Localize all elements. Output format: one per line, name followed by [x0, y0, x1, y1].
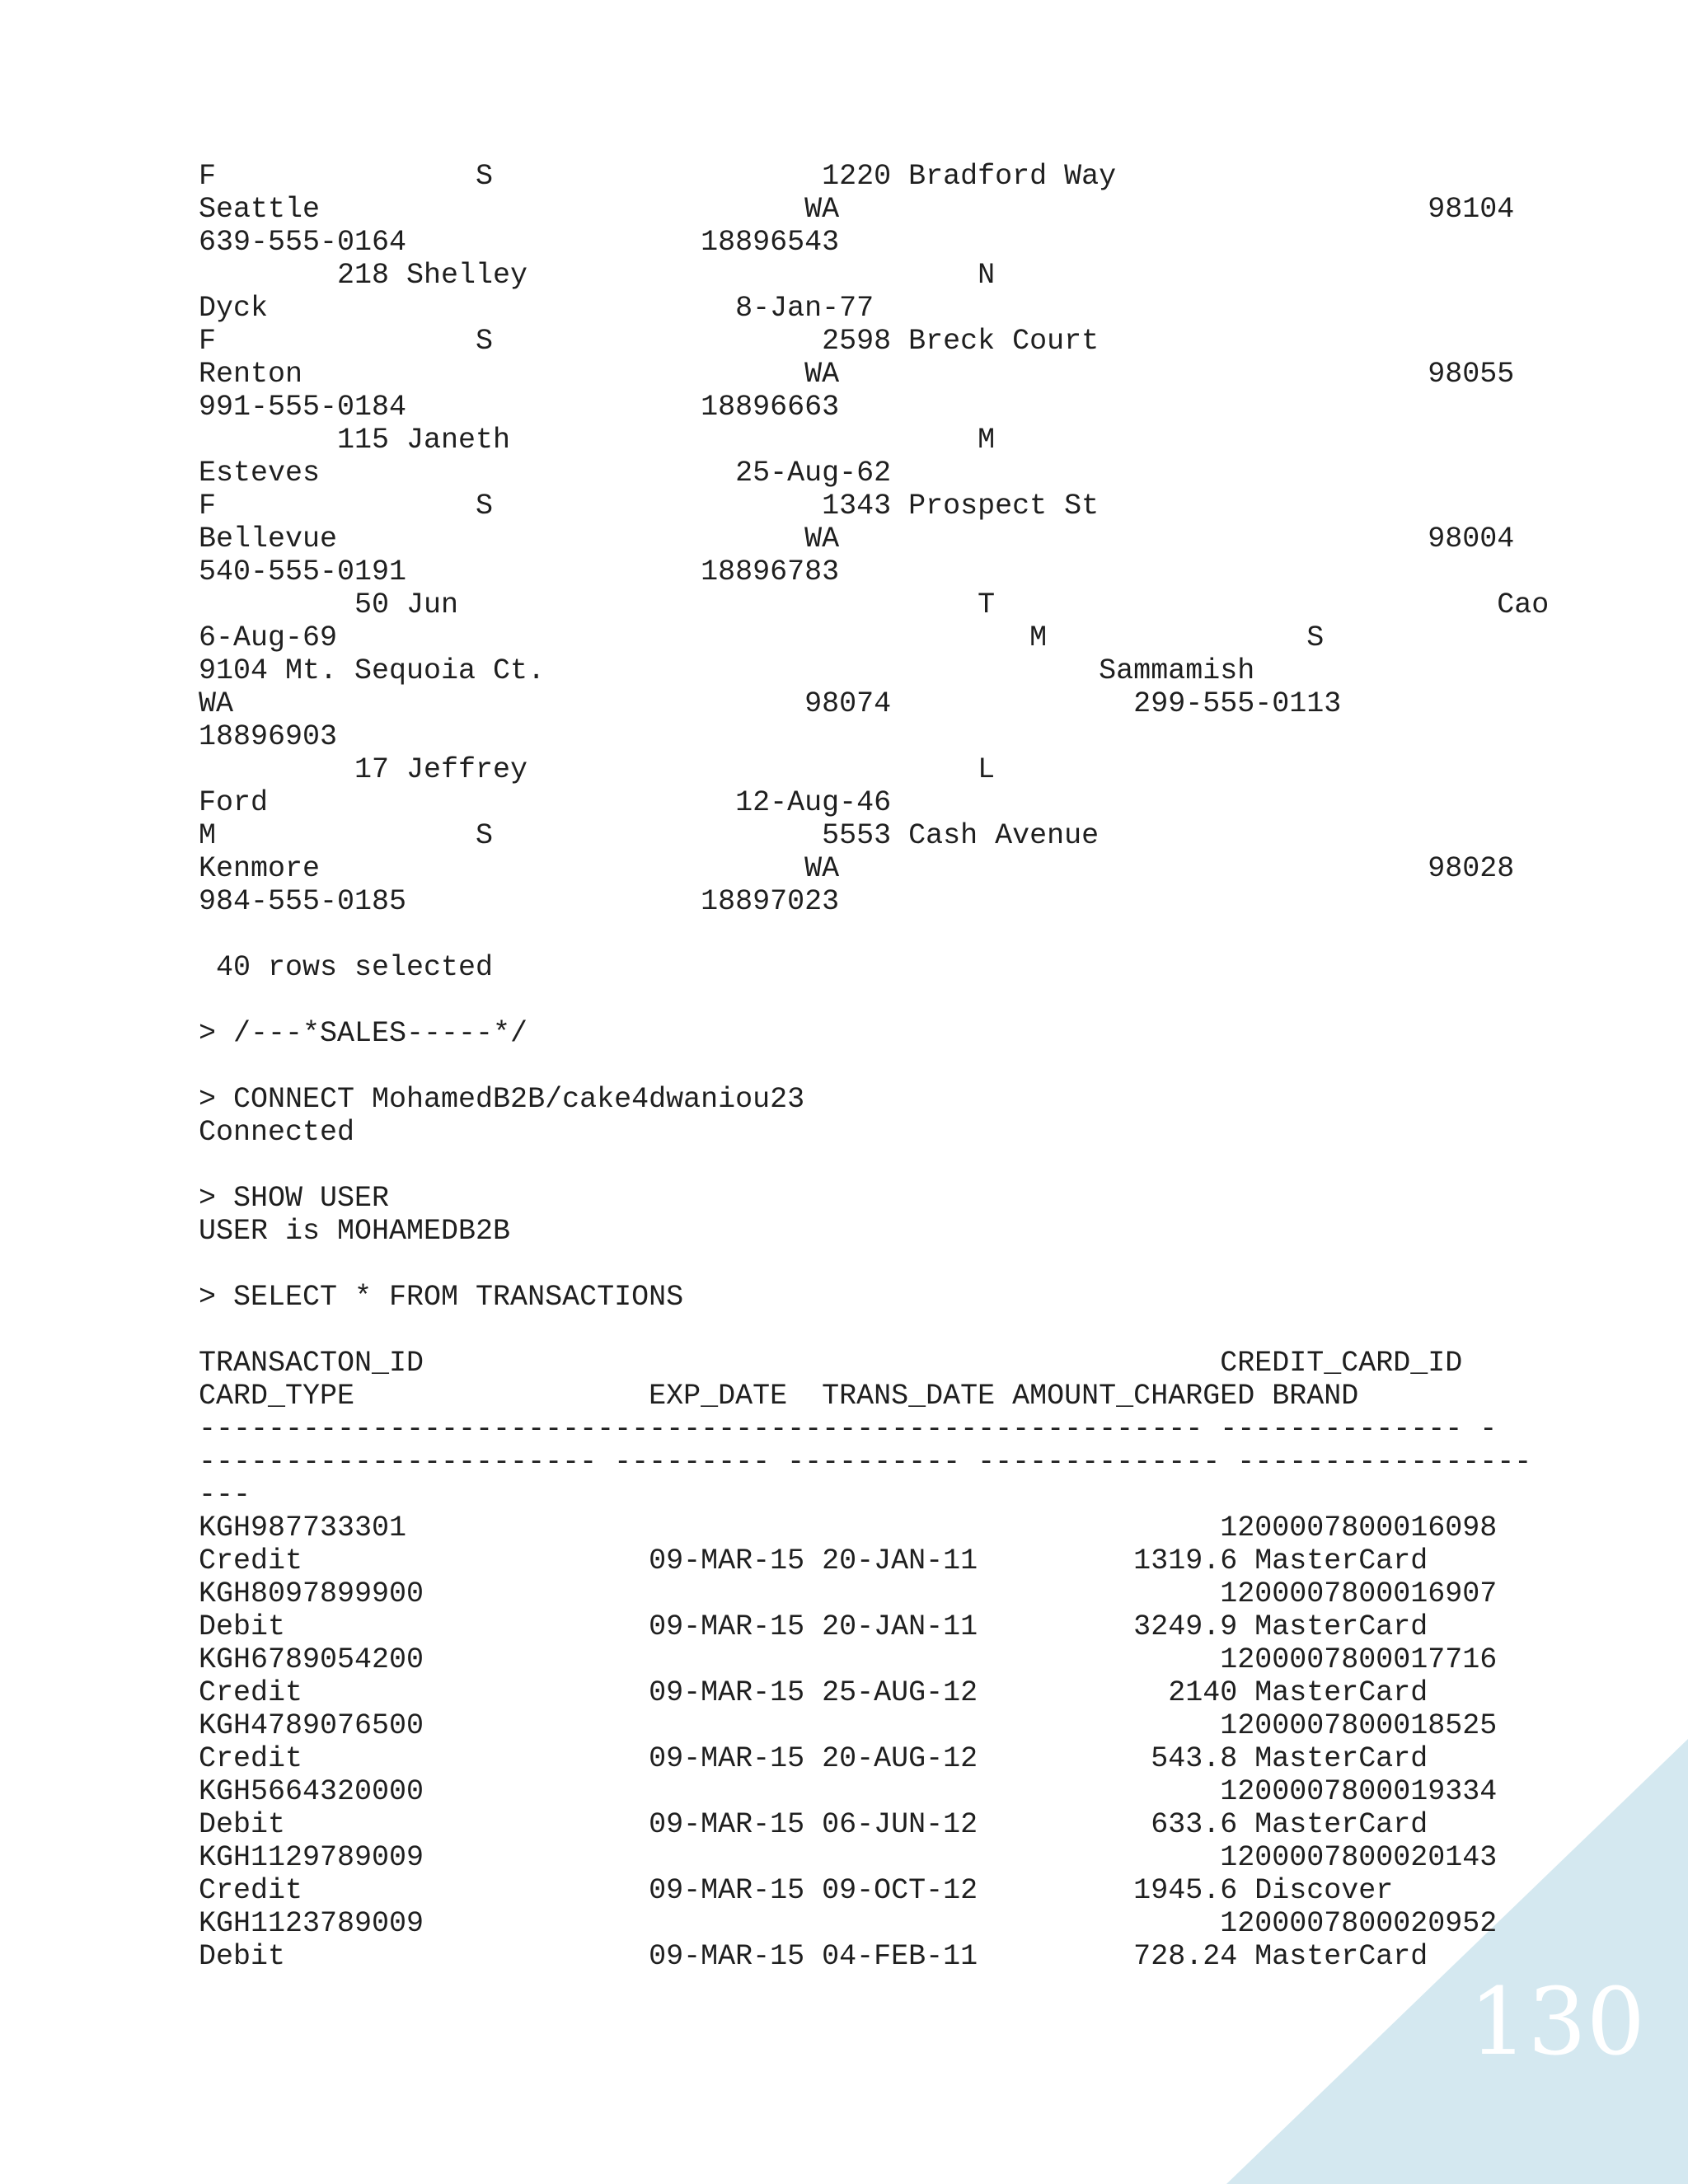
console-line: Esteves 25-Aug-62 — [199, 457, 892, 490]
console-line: 639-555-0164 18896543 — [199, 226, 840, 259]
console-line: 540-555-0191 18896783 — [199, 555, 840, 588]
console-line: --- — [199, 1479, 251, 1511]
console-line: Ford 12-Aug-46 — [199, 786, 892, 819]
console-line: 991-555-0184 18896663 — [199, 391, 840, 424]
console-line: 50 Jun T Cao — [199, 588, 1550, 621]
console-line: CARD_TYPE EXP_DATE TRANS_DATE AMOUNT_CHARGED BRAND — [199, 1380, 1359, 1413]
console-line: F S 2598 Breck Court — [199, 325, 1100, 358]
console-line: M S 5553 Cash Avenue — [199, 819, 1100, 852]
console-line: WA 98074 299-555-0113 — [199, 687, 1342, 720]
console-line: Credit 09-MAR-15 25-AUG-12 2140 MasterCard — [199, 1676, 1428, 1709]
console-line — [199, 1314, 1549, 1347]
console-line: 984-555-0185 18897023 — [199, 885, 840, 918]
console-line: 17 Jeffrey L — [199, 753, 996, 786]
console-line — [199, 918, 1549, 951]
sql-console-output — [199, 160, 1549, 1973]
console-line: 18896903 — [199, 720, 338, 753]
console-line — [199, 984, 1549, 1017]
console-line: ---------------------------------------------------------- -------------- - — [199, 1413, 1498, 1446]
console-line: F S 1220 Bradford Way — [199, 160, 1117, 193]
console-line: TRANSACTON_ID CREDIT_CARD_ID — [199, 1347, 1463, 1380]
console-line — [199, 1050, 1549, 1083]
console-line: Dyck 8-Jan-77 — [199, 292, 874, 325]
console-line: 218 Shelley N — [199, 259, 996, 292]
page-number: 130 — [1469, 1969, 1645, 2076]
console-line: Bellevue WA 98004 — [199, 523, 1515, 555]
console-line: > SELECT * FROM TRANSACTIONS — [199, 1281, 684, 1314]
console-line: 9104 Mt. Sequoia Ct. Sammamish — [199, 654, 1255, 687]
console-line: Credit 09-MAR-15 20-AUG-12 543.8 MasterCard — [199, 1742, 1428, 1775]
console-line: 115 Janeth M — [199, 424, 996, 457]
console-line: KGH1129789009 1200007800020143 — [199, 1841, 1498, 1874]
console-line: USER is MOHAMEDB2B — [199, 1215, 511, 1248]
console-line: Debit 09-MAR-15 20-JAN-11 3249.9 MasterCard — [199, 1610, 1428, 1643]
console-line — [199, 1248, 1549, 1281]
console-line: ----------------------- --------- ---------- -------------- ----------------- — [199, 1446, 1532, 1479]
console-line: KGH8097899900 1200007800016907 — [199, 1577, 1498, 1610]
console-line: KGH4789076500 1200007800018525 — [199, 1709, 1498, 1742]
console-line: Credit 09-MAR-15 20-JAN-11 1319.6 MasterCard — [199, 1544, 1428, 1577]
console-line: > SHOW USER — [199, 1182, 390, 1215]
console-line: 6-Aug-69 M S — [199, 621, 1325, 654]
console-line: Credit 09-MAR-15 09-OCT-12 1945.6 Discover — [199, 1874, 1394, 1907]
console-line: Seattle WA 98104 — [199, 193, 1515, 226]
console-line: Kenmore WA 98028 — [199, 852, 1515, 885]
console-line: F S 1343 Prospect St — [199, 490, 1100, 523]
console-line: > /---*SALES-----*/ — [199, 1017, 528, 1050]
console-line: KGH6789054200 1200007800017716 — [199, 1643, 1498, 1676]
console-line: Debit 09-MAR-15 04-FEB-11 728.24 MasterCard — [199, 1940, 1428, 1973]
console-line: Renton WA 98055 — [199, 358, 1515, 391]
console-line: Connected — [199, 1116, 355, 1149]
console-line: 40 rows selected — [199, 951, 494, 984]
console-line: KGH1123789009 1200007800020952 — [199, 1907, 1498, 1940]
console-line — [199, 1149, 1549, 1182]
console-line: KGH5664320000 1200007800019334 — [199, 1775, 1498, 1808]
console-line: > CONNECT MohamedB2B/cake4dwaniou23 — [199, 1083, 805, 1116]
console-line: Debit 09-MAR-15 06-JUN-12 633.6 MasterCard — [199, 1808, 1428, 1841]
console-line: KGH987733301 1200007800016098 — [199, 1511, 1498, 1544]
